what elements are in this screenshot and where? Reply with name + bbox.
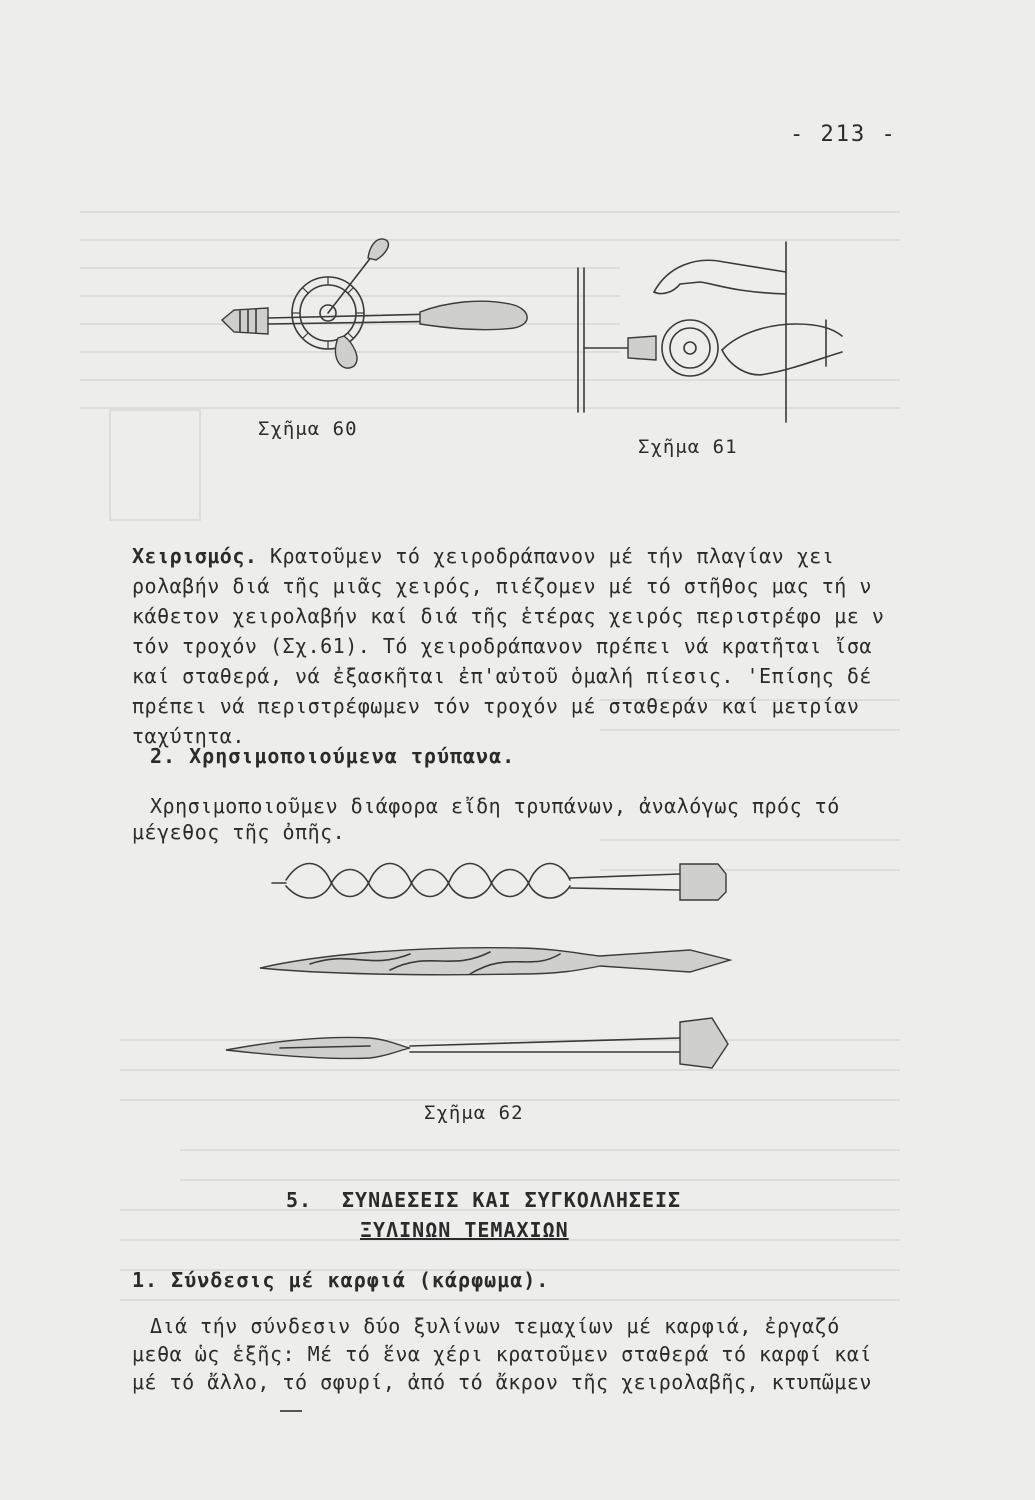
paragraph-1-line-3: κάθετον χειρολαβήν καί διά τῆς ἑτέρας χειρός περιστρέφο με ν: [132, 604, 885, 628]
paragraph-1-line-1: [132, 542, 892, 570]
stray-mark: [280, 1408, 310, 1414]
paragraph-1-line-5: καί σταθερά, νά ἐξασκῆται ἐπ'αὐτοῦ ὁμαλή πίεσις. 'Επίσης δέ: [132, 664, 872, 688]
paragraph-1-line-1-text: Κρατοῦμεν τό χειροδράπανον μέ τήν πλαγίαν χει: [269, 544, 835, 568]
chapter-title-line-1: ΣΥΝΔΕΣΕΙΣ ΚΑΙ ΣΥΓΚΟΛΛΗΣΕΙΣ: [342, 1188, 682, 1212]
paragraph-1-line-4: τόν τροχόν (Σχ.61). Τό χειροδράπανον πρέπει νά κρατῆται ἴσα: [132, 634, 872, 658]
drilling-with-hand-drill-icon: [570, 232, 860, 432]
figure-60-caption: Σχῆμα 60: [258, 418, 358, 440]
spade-bit-icon: [226, 1018, 728, 1068]
section-lead-handling: Χειρισμός.: [132, 544, 258, 568]
paragraph-1-line-2: ρολαβήν διά τῆς μιᾶς χειρός, πιέζομεν μέ τό στῆθος μας τή ν: [132, 574, 872, 598]
chapter-number: 5.: [286, 1188, 313, 1212]
figure-61-caption: Σχῆμα 61: [638, 436, 738, 458]
paragraph-3-line-3: μέ τό ἄλλο, τό σφυρί, ἀπό τό ἄκρον τῆς χειρολαβῆς, κτυπῶμεν: [132, 1370, 872, 1394]
chapter-title-line-2: ΞΥΛΙΝΩΝ ΤΕΜΑΧΙΩΝ: [360, 1218, 569, 1242]
paragraph-2-line-2: μέγεθος τῆς ὀπῆς.: [132, 820, 346, 844]
page-number: - 213 -: [790, 122, 897, 147]
paragraph-1-line-6: πρέπει νά περιστρέφωμεν τόν τροχόν μέ σταθεράν καί μετρίαν: [132, 694, 860, 718]
hand-drill-icon: [220, 228, 550, 398]
paragraph-1-line-7: ταχύτητα.: [132, 724, 245, 748]
drill-bits-icon: [220, 850, 740, 1090]
twist-bit-icon: [260, 948, 730, 975]
figure-62-caption: Σχῆμα 62: [424, 1102, 524, 1124]
auger-bit-icon: [272, 864, 726, 901]
section-2-heading: 2. Χρησιμοποιούμενα τρύπανα.: [150, 744, 516, 768]
section-1-heading: 1. Σύνδεσις μέ καρφιά (κάρφωμα).: [132, 1268, 550, 1292]
paragraph-3-line-2: μεθα ὡς ἑξῆς: Μέ τό ἕνα χέρι κρατοῦμεν σταθερά τό καρφί καί: [132, 1342, 872, 1366]
paragraph-2-line-1: Χρησιμοποιοῦμεν διάφορα εἴδη τρυπάνων, ἀναλόγως πρός τό: [150, 794, 840, 818]
paragraph-3-line-1: Διά τήν σύνδεσιν δύο ξυλίνων τεμαχίων μέ καρφιά, ἐργαζό: [150, 1314, 840, 1338]
